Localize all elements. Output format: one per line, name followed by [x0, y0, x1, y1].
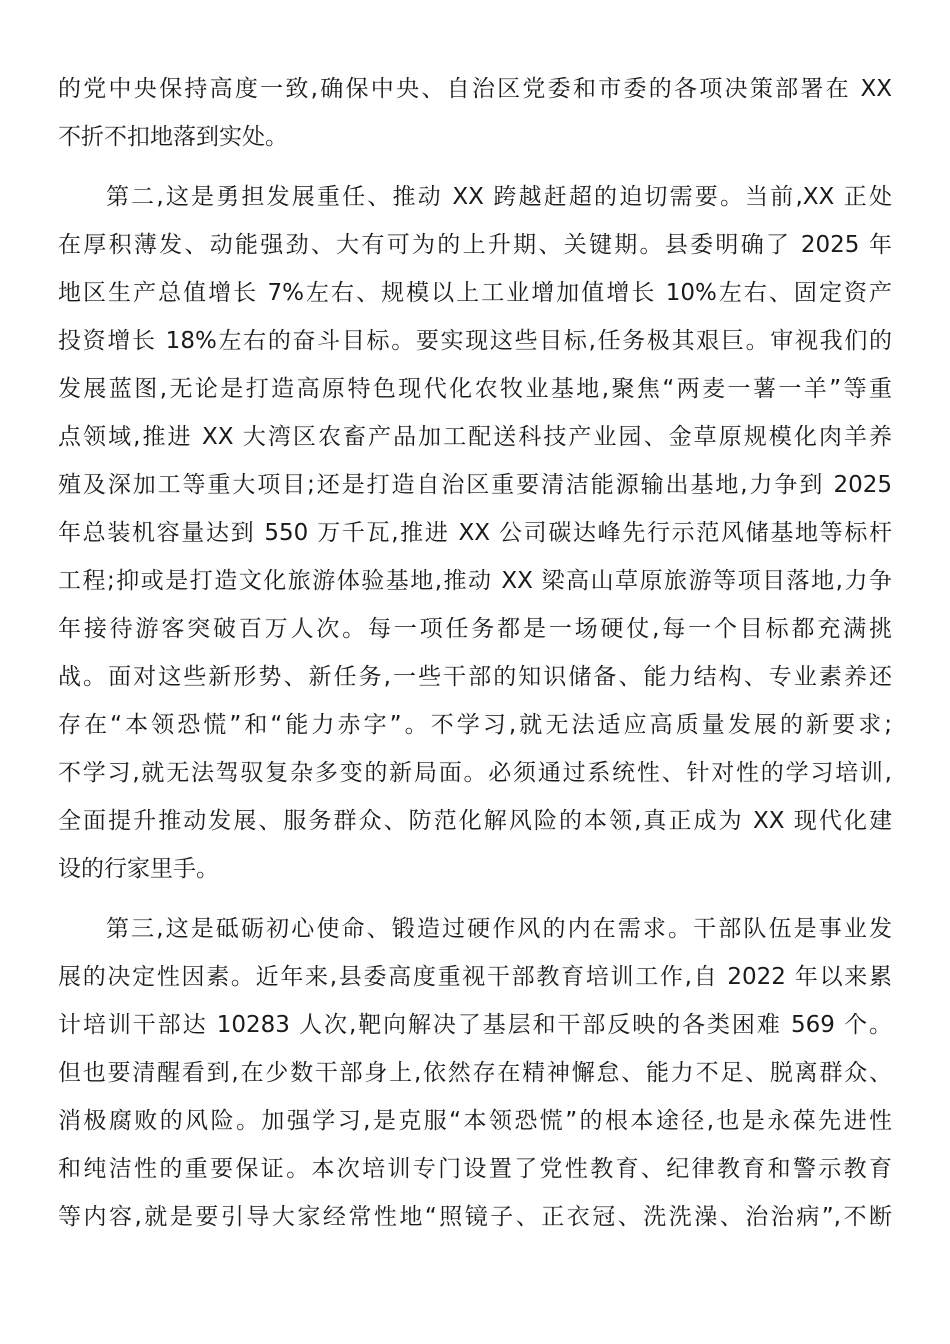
document-body [58, 70, 892, 1246]
text-line: 等内容,就是要引导大家经常性地“照镜子、正衣冠、洗洗澡、治治病”,不断 [58, 1204, 892, 1230]
text-line: 的党中央保持高度一致,确保中央、自治区党委和市委的各项决策部署在 XX [58, 76, 892, 102]
text-line: 展的决定性因素。近年来,县委高度重视干部教育培训工作,自 2022 年以来累 [58, 964, 892, 990]
text-line: 地区生产总值增长 7%左右、规模以上工业增加值增长 10%左右、固定资产 [58, 280, 892, 306]
text-line: 年接待游客突破百万人次。每一项任务都是一场硬仗,每一个目标都充满挑 [58, 616, 892, 642]
text-line: 年总装机容量达到 550 万千瓦,推进 XX 公司碳达峰先行示范风储基地等标杆 [58, 520, 892, 546]
text-line: 消极腐败的风险。加强学习,是克服“本领恐慌”的根本途径,也是永葆先进性 [58, 1108, 892, 1134]
text-line: 不折不扣地落到实处。 [58, 124, 288, 150]
text-line: 点领域,推进 XX 大湾区农畜产品加工配送科技产业园、金草原规模化肉羊养 [58, 424, 892, 450]
text-line: 计培训干部达 10283 人次,靶向解决了基层和干部反映的各类困难 569 个。 [58, 1012, 892, 1038]
text-line: 发展蓝图,无论是打造高原特色现代化农牧业基地,聚焦“两麦一薯一羊”等重 [58, 376, 892, 402]
text-line: 在厚积薄发、动能强劲、大有可为的上升期、关键期。县委明确了 2025 年 [58, 232, 892, 258]
text-line: 第二,这是勇担发展重任、推动 XX 跨越赶超的迫切需要。当前,XX 正处 [106, 184, 892, 210]
text-line: 投资增长 18%左右的奋斗目标。要实现这些目标,任务极其艰巨。审视我们的 [58, 328, 892, 354]
text-line: 工程;抑或是打造文化旅游体验基地,推动 XX 梁高山草原旅游等项目落地,力争 [58, 568, 892, 594]
text-line: 和纯洁性的重要保证。本次培训专门设置了党性教育、纪律教育和警示教育 [58, 1156, 892, 1182]
text-line: 但也要清醒看到,在少数干部身上,依然存在精神懈怠、能力不足、脱离群众、 [58, 1060, 892, 1086]
text-line: 战。面对这些新形势、新任务,一些干部的知识储备、能力结构、专业素养还 [58, 664, 892, 690]
text-line: 存在“本领恐慌”和“能力赤字”。不学习,就无法适应高质量发展的新要求; [58, 712, 892, 738]
paragraph-2 [58, 910, 892, 1246]
paragraph-1 [58, 178, 892, 898]
text-line: 全面提升推动发展、服务群众、防范化解风险的本领,真正成为 XX 现代化建 [58, 808, 892, 834]
text-line: 不学习,就无法驾驭复杂多变的新局面。必须通过系统性、针对性的学习培训, [58, 760, 892, 786]
text-line: 殖及深加工等重大项目;还是打造自治区重要清洁能源输出基地,力争到 2025 [58, 472, 892, 498]
paragraph-0 [58, 70, 892, 166]
text-line: 设的行家里手。 [58, 856, 219, 882]
text-line: 第三,这是砥砺初心使命、锻造过硬作风的内在需求。干部队伍是事业发 [106, 916, 892, 942]
